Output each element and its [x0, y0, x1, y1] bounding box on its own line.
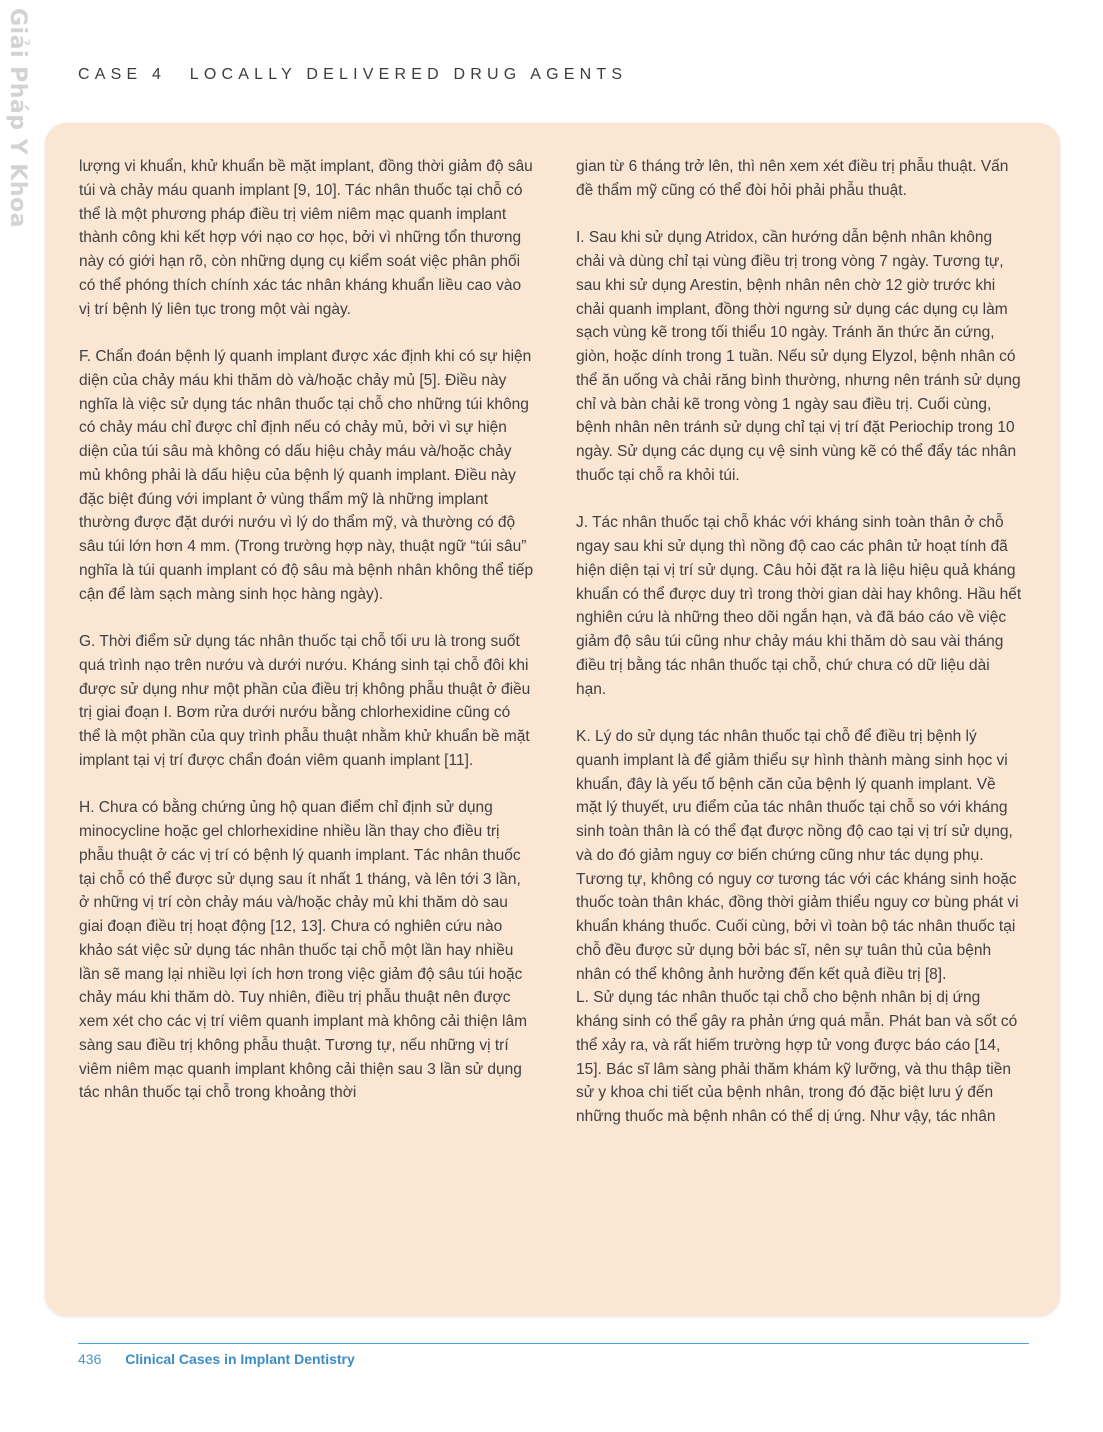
right-column	[576, 155, 1022, 1305]
paragraph-h: H. Chưa có bằng chứng ủng hộ quan điểm chỉ định sử dụng minocycline hoặc gel chlorhexidine nhiều lần thay cho điều trị phẫu thuật ở các vị trí có bệnh lý quanh implant. Tác nhân thuốc tại chỗ có thể được sử dụng sau ít nhất 1 tháng, và lên tới 3 lần, ở những vị trí còn chảy máu và/hoặc chảy mủ khi thăm dò sau giai đoạn điều trị hoạt động [12, 13]. Chưa có nghiên cứu nào khảo sát việc sử dụng tác nhân thuốc tại chỗ một lần hay nhiều lần sẽ mang lại nhiều lợi ích hơn trong việc giảm độ sâu túi hoặc chảy máu khi thăm dò. Tuy nhiên, điều trị phẫu thuật nên được xem xét cho các vị trí viêm quanh implant mà không cải thiện lâm sàng sau điều trị không phẫu thuật. Tương tự, nếu những vị trí viêm niêm mạc quanh implant không cải thiện sau 3 lần sử dụng tác nhân thuốc tại chỗ trong khoảng thời	[79, 799, 527, 1102]
paragraph-k: K. Lý do sử dụng tác nhân thuốc tại chỗ để điều trị bệnh lý quanh implant là để giảm thiểu sự hình thành màng sinh học vi khuẩn, đây là yếu tố bệnh căn của bệnh lý quanh implant. Về mặt lý thuyết, ưu điểm của tác nhân thuốc tại chỗ so với kháng sinh toàn thân là có thể đạt được nồng độ cao tại vị trí sử dụng, và do đó giảm nguy cơ biến chứng cũng như tác dụng phụ. Tương tự, không có nguy cơ tương tác với các kháng sinh hoặc thuốc toàn thân khác, đồng thời giảm thiểu nguy cơ bùng phát vi khuẩn kháng thuốc. Cuối cùng, bởi vì toàn bộ tác nhân thuốc tại chỗ đều được sử dụng bởi bác sĩ, nên sự tuân thủ của bệnh nhân có thể không ảnh hưởng đến kết quả điều trị [8].	[576, 728, 1019, 983]
book-title: Clinical Cases in Implant Dentistry	[125, 1351, 355, 1367]
running-header	[78, 66, 978, 84]
footer-divider	[78, 1343, 1029, 1344]
page-number: 436	[78, 1351, 102, 1367]
paragraph: gian từ 6 tháng trở lên, thì nên xem xét điều trị phẫu thuật. Vấn đề thẩm mỹ cũng có thể đòi hỏi phải phẫu thuật.	[576, 158, 1009, 199]
left-column	[79, 155, 534, 1305]
paragraph-i: I. Sau khi sử dụng Atridox, cần hướng dẫn bệnh nhân không chải và dùng chỉ tại vùng điều trị trong vòng 7 ngày. Tương tự, sau khi sử dụng Arestin, bệnh nhân nên chờ 12 giờ trước khi chải quanh implant, đồng thời ngưng sử dụng các dụng cụ làm sạch vùng kẽ trong tối thiểu 10 ngày. Tránh ăn thức ăn cứng, giòn, hoặc dính trong 1 tuần. Nếu sử dụng Elyzol, bệnh nhân có thể ăn uống và chải răng bình thường, nhưng nên tránh sử dụng chỉ và bàn chải kẽ trong vòng 1 ngày sau điều trị. Cuối cùng, bệnh nhân nên tránh sử dụng chỉ tại vị trí đặt Periochip trong 10 ngày. Sử dụng các dụng cụ vệ sinh vùng kẽ có thể đẩy tác nhân thuốc tại chỗ ra khỏi túi.	[576, 229, 1021, 484]
paragraph-j: J. Tác nhân thuốc tại chỗ khác với kháng sinh toàn thân ở chỗ ngay sau khi sử dụng thì nồng độ cao các phân tử hoạt tính đã hiện diện tại vị trí sử dụng. Câu hỏi đặt ra là liệu hiệu quả kháng khuẩn có thể được duy trì trong thời gian dài hay không. Hầu hết nghiên cứu là những theo dõi ngắn hạn, và đã báo cáo về việc giảm độ sâu túi cũng như chảy máu khi thăm dò sau vài tháng điều trị bằng tác nhân thuốc tại chỗ, chứ chưa có dữ liệu dài hạn.	[576, 514, 1022, 698]
chapter-title: LOCALLY DELIVERED DRUG AGENTS	[189, 66, 628, 83]
page-footer	[78, 1351, 355, 1367]
case-number: CASE 4	[78, 66, 167, 83]
paragraph-l: L. Sử dụng tác nhân thuốc tại chỗ cho bệnh nhân bị dị ứng kháng sinh có thể gây ra phản ứng quá mẫn. Phát ban và sốt có thể xảy ra, và rất hiếm trường hợp tử vong được báo cáo [14, 15]. Bác sĩ lâm sàng phải thăm khám kỹ lưỡng, và thu thập tiền sử y khoa chi tiết của bệnh nhân, trong đó đặc biệt lưu ý đến những thuốc mà bệnh nhân có thể dị ứng. Như vậy, tác nhân	[576, 989, 1018, 1125]
paragraph-g: G. Thời điểm sử dụng tác nhân thuốc tại chỗ tối ưu là trong suốt quá trình nạo trên nướu và dưới nướu. Kháng sinh tại chỗ đôi khi được sử dụng như một phần của điều trị không phẫu thuật ở điều trị giai đoạn I. Bơm rửa dưới nướu bằng chlorhexidine cũng có thể là một phần của quy trình phẫu thuật nhằm khử khuẩn bề mặt implant tại vị trí được chẩn đoán viêm quanh implant [11].	[79, 633, 531, 769]
paragraph-f: F. Chẩn đoán bệnh lý quanh implant được xác định khi có sự hiện diện của chảy máu khi thăm dò và/hoặc chảy mủ [5]. Điều này nghĩa là việc sử dụng tác nhân thuốc tại chỗ cho những túi không có chảy máu chỉ được chỉ định nếu có chảy mủ, bởi vì sự hiện diện của túi sâu mà không có dấu hiệu chảy máu và/hoặc chảy mủ không phải là dấu hiệu của bệnh lý quanh implant. Điều này đặc biệt đúng với implant ở vùng thẩm mỹ là những implant thường được đặt dưới nướu vì lý do thẩm mỹ, và thường có độ sâu túi lớn hơn 4 mm. (Trong trường hợp này, thuật ngữ “túi sâu” nghĩa là túi quanh implant có độ sâu mà bệnh nhân không thể tiếp cận để làm sạch màng sinh học hàng ngày).	[79, 348, 534, 603]
paragraph: lượng vi khuẩn, khử khuẩn bề mặt implant, đồng thời giảm độ sâu túi và chảy máu quanh implant [9, 10]. Tác nhân thuốc tại chỗ có thể là một phương pháp điều trị viêm niêm mạc quanh implant thành công khi kết hợp với nạo cơ học, bởi vì những tổn thương này có giới hạn rõ, còn những dụng cụ kiểm soát việc phân phối có thể phóng thích chính xác tác nhân kháng khuẩn liều cao vào vị trí bệnh lý liên tục trong một vài ngày.	[79, 158, 533, 318]
watermark-text: Giải Pháp Y Khoa	[5, 8, 30, 228]
